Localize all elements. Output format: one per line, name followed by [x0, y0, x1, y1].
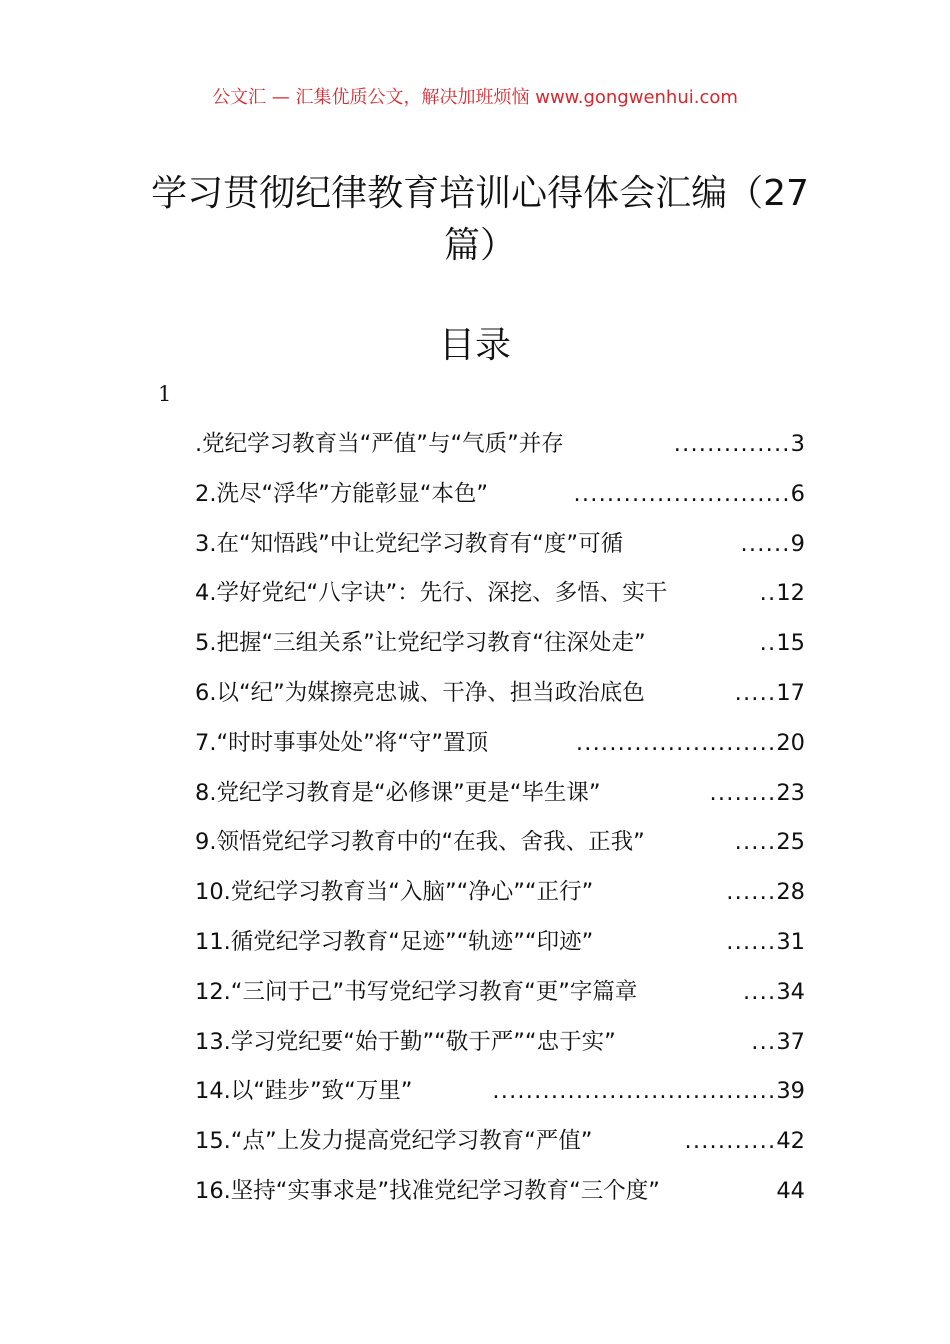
toc-entry[interactable]	[195, 1117, 805, 1167]
toc-dot-leader: ..........................	[573, 480, 791, 507]
toc-entry[interactable]	[195, 1018, 805, 1068]
toc-page-number: 44	[776, 1177, 805, 1204]
watermark-banner: 公文汇 — 汇集优质公文，解决加班烦恼 www.gongwenhui.com	[212, 87, 738, 108]
toc-entry-title: 2.洗尽“浮华”方能彰显“本色”	[195, 480, 489, 507]
toc-entry[interactable]	[195, 569, 805, 619]
toc-page-number: 15	[776, 630, 805, 657]
toc-entry[interactable]	[195, 1067, 805, 1117]
toc-entry-title: 10.党纪学习教育当“入脑”“净心”“正行”	[195, 879, 594, 906]
toc-entry[interactable]	[195, 619, 805, 669]
toc-page-number: 42	[776, 1128, 805, 1155]
toc-dot-leader: ......	[726, 928, 777, 955]
toc-dot-leader: ..	[759, 580, 777, 607]
toc-entry[interactable]	[195, 520, 805, 570]
toc-entry-title: 16.坚持“实事求是”找准党纪学习教育“三个度”	[195, 1177, 660, 1204]
toc-dot-leader: ..	[759, 630, 777, 657]
toc-entry-title: 11.循党纪学习教育“足迹”“轨迹”“印迹”	[195, 928, 594, 955]
toc-entry[interactable]	[195, 719, 805, 769]
toc-entry-title: 7.“时时事事处处”将“守”置顶	[195, 729, 489, 756]
toc-entry-title: 14.以“跬步”致“万里”	[195, 1078, 413, 1105]
document-title: 学习贯彻纪律教育培训心得体会汇编（27篇）	[151, 173, 809, 266]
toc-dot-leader: ..............	[673, 431, 791, 457]
toc-page-number: 25	[776, 829, 805, 856]
toc-entry-title: 15.“点”上发力提高党纪学习教育“严值”	[195, 1128, 593, 1155]
toc-entry-title: .党纪学习教育当“严值”与“气质”并存	[195, 431, 564, 457]
toc-entry[interactable]	[195, 868, 805, 918]
toc-entry-title: 4.学好党纪“八字诀”：先行、深挖、多悟、实干	[195, 580, 668, 607]
toc-entry-title: 5.把握“三组关系”让党纪学习教育“往深处走”	[195, 630, 646, 657]
toc-entry-title: 9.领悟党纪学习教育中的“在我、舍我、正我”	[195, 829, 645, 856]
toc-page-number: 31	[776, 928, 805, 955]
toc-entry[interactable]	[195, 918, 805, 968]
toc-page-number: 20	[776, 729, 805, 756]
toc-entry-title: 13.学习党纪要“始于勤”“敬于严”“忠于实”	[195, 1028, 616, 1055]
toc-entry-title: 8.党纪学习教育是“必修课”更是“毕生课”	[195, 779, 601, 806]
toc-entry[interactable]	[195, 769, 805, 819]
stray-list-number: 1	[158, 382, 172, 406]
toc-entry[interactable]	[195, 968, 805, 1018]
toc-entry[interactable]	[195, 818, 805, 868]
toc-entry-title: 12.“三问于己”书写党纪学习教育“更”字篇章	[195, 978, 638, 1005]
toc-page-number: 17	[776, 679, 805, 706]
toc-dot-leader: .....	[734, 679, 777, 706]
toc-page-number: 9	[790, 530, 805, 557]
toc-page-number: 12	[776, 580, 805, 607]
toc-dot-leader: ...........	[684, 1128, 777, 1155]
toc-dot-leader: ......	[740, 530, 791, 557]
toc-entry-title: 6.以“纪”为媒擦亮忠诚、干净、担当政治底色	[195, 679, 645, 706]
toc-page-number: 3	[790, 431, 805, 457]
toc-entry[interactable]	[195, 669, 805, 719]
toc-page-number: 34	[776, 978, 805, 1005]
toc-page-number: 37	[776, 1028, 805, 1055]
toc-entry[interactable]	[195, 1167, 805, 1217]
toc-page-number: 28	[776, 879, 805, 906]
toc-page-number: 23	[776, 779, 805, 806]
table-of-contents	[195, 420, 805, 1217]
toc-entry-title: 3.在“知悟践”中让党纪学习教育有“度”可循	[195, 530, 624, 557]
toc-page-number: 39	[776, 1078, 805, 1105]
toc-dot-leader: ........................	[575, 729, 777, 756]
toc-dot-leader: ......	[726, 879, 777, 906]
toc-entry[interactable]	[195, 420, 805, 470]
toc-dot-leader: .....	[734, 829, 777, 856]
toc-page-number: 6	[790, 480, 805, 507]
toc-dot-leader: ..................................	[492, 1078, 777, 1105]
toc-heading: 目录	[438, 325, 511, 366]
toc-entry[interactable]	[195, 470, 805, 520]
toc-dot-leader: ...	[751, 1028, 777, 1055]
toc-dot-leader: ........	[709, 779, 777, 806]
toc-dot-leader: ....	[742, 978, 777, 1005]
